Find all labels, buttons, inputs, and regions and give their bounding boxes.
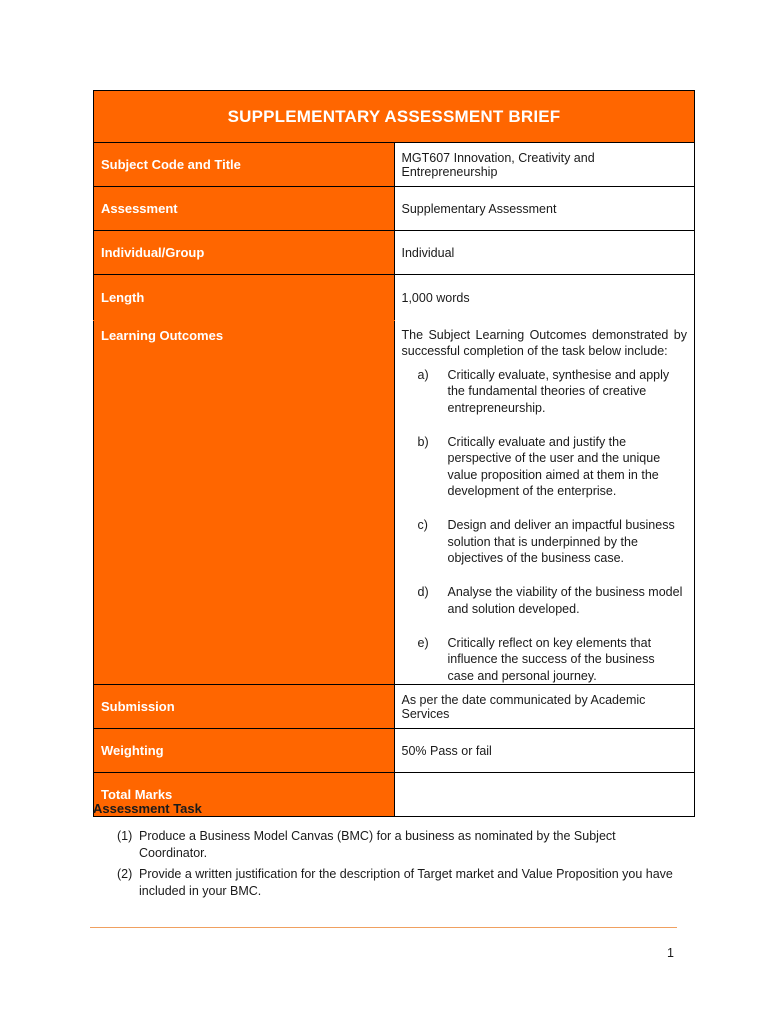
learning-outcome-letter: c)	[417, 518, 428, 532]
learning-outcome-text: Critically evaluate and justify the perspective of the user and the unique value proposition aimed at them in the development of the enterprise.	[447, 434, 661, 498]
learning-outcomes-list	[402, 367, 688, 685]
learning-outcomes-intro: The Subject Learning Outcomes demonstrated by successful completion of the task below include:	[401, 327, 687, 358]
brief-title: SUPPLEMENTARY ASSESSMENT BRIEF	[94, 91, 695, 143]
brief-title-row	[94, 91, 695, 143]
brief-row-individual-group	[94, 231, 695, 275]
brief-value-individual-group: Individual	[394, 231, 695, 275]
brief-label-assessment: Assessment	[94, 187, 395, 231]
assessment-task-heading: Assessment Task	[93, 801, 202, 816]
learning-outcome-text: Design and deliver an impactful business solution that is underpinned by the objectives of the business case.	[447, 518, 675, 565]
brief-row-submission	[94, 685, 695, 729]
brief-label-individual-group: Individual/Group	[94, 231, 395, 275]
brief-label-weighting: Weighting	[94, 729, 395, 773]
learning-outcome-item	[402, 584, 688, 617]
assessment-brief-table	[93, 90, 695, 817]
learning-outcome-letter: e)	[417, 635, 429, 650]
learning-outcome-text: Critically reflect on key elements that influence the success of the business case and personal journey.	[447, 635, 655, 683]
brief-value-weighting: 50% Pass or fail	[394, 729, 695, 773]
learning-outcome-text: Critically evaluate, synthesise and apply the fundamental theories of creative entrepreneurship.	[447, 367, 670, 415]
task-number: (1)	[117, 829, 133, 843]
task-text: Produce a Business Model Canvas (BMC) for a business as nominated by the Subject Coordinator.	[139, 829, 616, 860]
brief-label-total-marks: Total Marks	[94, 773, 395, 817]
learning-outcome-letter: a)	[417, 367, 429, 382]
task-item	[117, 866, 687, 899]
learning-outcome-letter: d)	[417, 585, 429, 599]
brief-value-submission: As per the date communicated by Academic Services	[394, 685, 695, 729]
footer-divider	[90, 927, 677, 928]
learning-outcome-item	[402, 635, 688, 685]
brief-label-length: Length	[94, 275, 395, 321]
page-number: 1	[667, 946, 674, 960]
assessment-task-list	[117, 828, 687, 904]
learning-outcome-item	[402, 517, 688, 567]
learning-outcome-item	[402, 434, 688, 500]
brief-value-length: 1,000 words	[394, 275, 695, 321]
task-number: (2)	[117, 867, 133, 881]
learning-outcome-letter: b)	[417, 434, 429, 449]
brief-value-subject: MGT607 Innovation, Creativity and Entrepreneurship	[394, 143, 695, 187]
brief-value-learning-outcomes	[394, 321, 695, 685]
brief-row-learning-outcomes	[94, 321, 695, 685]
brief-row-subject	[94, 143, 695, 187]
brief-row-length	[94, 275, 695, 321]
brief-value-assessment: Supplementary Assessment	[394, 187, 695, 231]
brief-label-subject: Subject Code and Title	[94, 143, 395, 187]
learning-outcome-text: Analyse the viability of the business model and solution developed.	[447, 585, 683, 616]
learning-outcome-item	[402, 367, 688, 417]
brief-label-learning-outcomes: Learning Outcomes	[94, 321, 395, 685]
task-item	[117, 828, 687, 861]
task-text: Provide a written justification for the description of Target market and Value Proposition you have included in your BMC.	[139, 867, 673, 898]
brief-value-total-marks	[394, 773, 695, 817]
brief-label-submission: Submission	[94, 685, 395, 729]
brief-row-assessment	[94, 187, 695, 231]
brief-row-weighting	[94, 729, 695, 773]
